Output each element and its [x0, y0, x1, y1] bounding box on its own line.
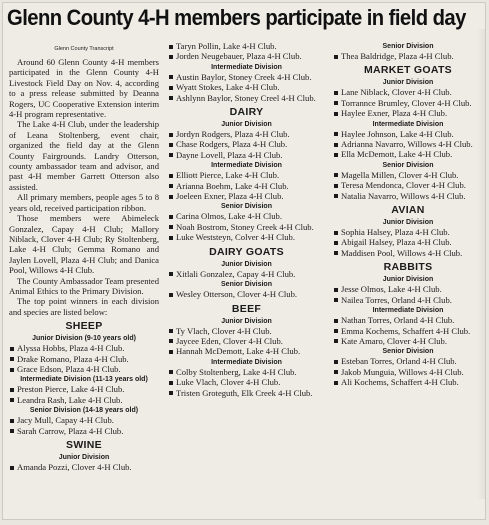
result-entry: Xitlali Gonzalez, Capay 4-H Club. — [168, 269, 325, 279]
division-heading: Junior Division — [382, 219, 434, 227]
result-entry: Luke Weststeyn, Colver 4-H Club. — [168, 232, 325, 242]
newspaper-clipping — [2, 2, 486, 520]
division-heading: Intermediate Division — [211, 63, 282, 71]
division-heading: Senior Division — [221, 203, 272, 211]
result-entry: Teresa Mendonca, Clover 4-H Club. — [333, 180, 483, 190]
result-entry: Ella McDemott, Lake 4-H Club. — [333, 149, 483, 159]
bullet-icon — [334, 55, 338, 59]
result-entry: Ty Vlach, Clover 4-H Club. — [168, 326, 325, 336]
result-entry: Hannah McDemott, Lake 4-H Club. — [168, 346, 325, 356]
result-entry: Jesse Olmos, Lake 4-H Club. — [333, 284, 483, 294]
bullet-icon — [169, 381, 173, 385]
bullet-icon — [334, 329, 338, 333]
division-heading: Junior Division — [221, 317, 272, 325]
bullet-icon — [334, 91, 338, 95]
result-entry: Jacy Mull, Capay 4-H Club. — [9, 415, 159, 425]
division-heading: Junior Division — [382, 79, 434, 87]
bullet-icon — [169, 339, 173, 343]
bullet-icon — [169, 174, 173, 178]
bullet-icon — [169, 236, 173, 240]
bullet-icon — [10, 368, 14, 372]
bullet-icon — [169, 153, 173, 157]
bullet-icon — [334, 339, 338, 343]
result-entry: Drake Romano, Plaza 4-H Club. — [9, 354, 159, 364]
bullet-icon — [334, 288, 338, 292]
section-heading: BEEF — [231, 302, 262, 315]
bullet-icon — [334, 360, 338, 364]
result-entry: Esteban Torres, Orland 4-H Club. — [333, 356, 483, 366]
result-entry: Adrianna Navarro, Willows 4-H Club. — [333, 139, 483, 149]
result-entry: Lane Niblack, Clover 4-H Club. — [333, 87, 483, 97]
result-entry: Jordyn Rodgers, Plaza 4-H Club. — [168, 129, 325, 139]
bullet-icon — [169, 45, 173, 49]
result-entry: Chase Rodgers, Plaza 4-H Club. — [168, 139, 325, 149]
bullet-icon — [334, 153, 338, 157]
headline: Glenn County 4-H members participate in field day — [7, 5, 466, 30]
section-heading: SHEEP — [65, 320, 103, 333]
paragraph: The County Ambassador Team presented Animal Ethics to the Primary Division. — [9, 275, 159, 296]
bullet-icon — [334, 251, 338, 255]
col1-results — [9, 320, 159, 472]
bullet-icon — [169, 350, 173, 354]
bullet-icon — [10, 466, 14, 470]
bullet-icon — [169, 215, 173, 219]
result-entry: Tristen Groteguth, Elk Creek 4-H Club. — [168, 388, 325, 398]
bullet-icon — [334, 241, 338, 245]
paragraph: Around 60 Glenn County 4-H members participated in the Glenn County 4-H Livestock Field Day on Nov. 4, according to a press release submitted by Deanna Rogers, UC Cooperative Extension interim 4-H program representative. — [9, 57, 159, 120]
division-heading: Junior Division (9-10 years old) — [32, 335, 136, 343]
result-entry: Wesley Otterson, Clover 4-H Club. — [168, 289, 325, 299]
result-entry: Wyatt Stokes, Lake 4-H Club. — [168, 82, 325, 92]
result-entry: Jaycee Eden, Clover 4-H Club. — [168, 336, 325, 346]
result-entry: Maddisen Pool, Willows 4-H Club. — [333, 248, 483, 258]
result-entry: Haylee Johnson, Lake 4-H Club. — [333, 129, 483, 139]
result-entry: Ali Kochems, Schaffert 4-H Club. — [333, 377, 483, 387]
division-heading: Junior Division — [382, 276, 434, 284]
division-heading: Intermediate Division — [372, 307, 444, 315]
column-1 — [9, 46, 159, 472]
division-heading: Intermediate Division — [211, 358, 282, 366]
result-entry: Nailea Torres, Orland 4-H Club. — [333, 295, 483, 305]
result-entry: Joeleen Exner, Plaza 4-H Club. — [168, 191, 325, 201]
result-entry: Leandra Rash, Lake 4-H Club. — [9, 395, 159, 405]
col2-lead-entries — [168, 41, 325, 62]
bullet-icon — [169, 86, 173, 90]
result-entry: Emma Kochems, Schaffert 4-H Club. — [333, 326, 483, 336]
result-entry: Colby Stoltenberg, Lake 4-H Club. — [168, 367, 325, 377]
paragraph: All primary members, people ages 5 to 8 years old, received participation ribbon. — [9, 192, 159, 213]
result-entry: Grace Edson, Plaza 4-H Club. — [9, 364, 159, 374]
bullet-icon — [169, 225, 173, 229]
bullet-icon — [169, 75, 173, 79]
result-entry: Amanda Pozzi, Clover 4-H Club. — [9, 462, 159, 472]
col3-results — [333, 64, 483, 387]
bullet-icon — [334, 101, 338, 105]
bullet-icon — [334, 173, 338, 177]
section-heading: DAIRY GOATS — [209, 245, 284, 258]
division-heading: Senior Division — [382, 348, 434, 356]
bullet-icon — [169, 184, 173, 188]
section-heading: SWINE — [66, 439, 102, 451]
result-entry: Luke Vlach, Clover 4-H Club. — [168, 377, 325, 387]
section-heading: DAIRY — [229, 106, 264, 119]
result-entry: Sophia Halsey, Plaza 4-H Club. — [333, 227, 483, 237]
bullet-icon — [169, 55, 173, 59]
division-heading: Senior Division — [221, 281, 272, 289]
division-heading: Junior Division — [221, 260, 272, 268]
bullet-icon — [334, 381, 338, 385]
bullet-icon — [169, 133, 173, 137]
bullet-icon — [169, 329, 173, 333]
bullet-icon — [169, 391, 173, 395]
bullet-icon — [334, 298, 338, 302]
result-entry: Preston Pierce, Lake 4-H Club. — [9, 384, 159, 394]
bullet-icon — [10, 347, 14, 351]
bullet-icon — [334, 132, 338, 136]
bullet-icon — [334, 184, 338, 188]
division-heading: Senior Division (14-18 years old) — [29, 407, 139, 415]
result-entry: Magella Millen, Clover 4-H Club. — [333, 170, 483, 180]
bullet-icon — [169, 293, 173, 297]
col2-results — [168, 106, 325, 398]
byline: Glenn County Transcript — [54, 46, 114, 52]
result-entry: Ashlynn Baylor, Stoney Creel 4-H Club. — [168, 93, 325, 103]
result-entry: Jorden Neugebauer, Plaza 4-H Club. — [168, 51, 325, 61]
division-heading: Senior Division — [382, 161, 434, 169]
division-heading: Intermediate Division — [372, 120, 444, 128]
column-3 — [333, 41, 483, 388]
section-heading: AVIAN — [391, 204, 425, 217]
result-entry: Natalia Navarro, Willows 4-H Club. — [333, 191, 483, 201]
result-entry: Austin Baylor, Stoney Creek 4-H Club. — [168, 72, 325, 82]
bullet-icon — [169, 96, 173, 100]
bullet-icon — [334, 319, 338, 323]
bullet-icon — [169, 195, 173, 199]
bullet-icon — [334, 194, 338, 198]
bullet-icon — [169, 143, 173, 147]
result-entry: Noah Bostrom, Stoney Creek 4-H Club. — [168, 222, 325, 232]
result-entry: Torrannce Brumley, Clover 4-H Club. — [333, 98, 483, 108]
division-heading: Intermediate Division — [211, 162, 282, 170]
division-heading: Junior Division — [221, 121, 272, 129]
paragraph: The Lake 4-H Club, under the leadership of Leana Stoltenberg, event chair, organized the field day at the Glenn County Fairgrounds. Landry Otterson, county ambassador team and advisor, and past 4-H member Garrett Otterson also assisted. — [9, 119, 159, 192]
bleed-through-edge — [477, 29, 486, 499]
bullet-icon — [10, 357, 14, 361]
result-entry: Dayne Lovell, Plaza 4-H Club. — [168, 150, 325, 160]
division-heading: Junior Division — [58, 454, 110, 461]
article-body — [9, 57, 159, 317]
result-entry: Haylee Exner, Plaza 4-H Club. — [333, 108, 483, 118]
result-entry: Kate Amaro, Clover 4-H Club. — [333, 336, 483, 346]
bullet-icon — [10, 429, 14, 433]
bullet-icon — [10, 388, 14, 392]
division-heading: Senior Division — [382, 43, 434, 50]
bullet-icon — [334, 370, 338, 374]
paragraph: The top point winners in each division and species are listed below: — [9, 296, 159, 317]
result-entry: Elliott Pierce, Lake 4-H Club. — [168, 170, 325, 180]
bullet-icon — [334, 231, 338, 235]
bullet-icon — [169, 370, 173, 374]
result-entry: Abigail Halsey, Plaza 4-H Club. — [333, 237, 483, 247]
result-entry: Taryn Pollin, Lake 4-H Club. — [168, 41, 325, 51]
section-heading: RABBITS — [383, 261, 433, 274]
result-entry: Thea Baldridge, Plaza 4-H Club. — [333, 51, 483, 61]
bullet-icon — [169, 272, 173, 276]
result-entry: Carina Olmos, Lake 4-H Club. — [168, 211, 325, 221]
bullet-icon — [334, 112, 338, 116]
division-heading: Intermediate Division (11-13 years old) — [20, 376, 148, 384]
result-entry: Sarah Carrow, Plaza 4-H Club. — [9, 426, 159, 436]
column-2 — [168, 41, 325, 398]
col3-lead-groups — [333, 42, 483, 61]
col2-lead-groups — [168, 63, 325, 103]
bullet-icon — [10, 419, 14, 423]
bullet-icon — [334, 143, 338, 147]
result-entry: Jakob Munguia, Willows 4-H Club. — [333, 367, 483, 377]
result-entry: Alyssa Hobbs, Plaza 4-H Club. — [9, 343, 159, 353]
paragraph: Those members were Abimeleck Gonzalez, Capay 4-H Club; Mallory Niblack, Clover 4-H Club; Ry Stoltenberg, Lake 4-H Club; Gemma Romano and Jaylen Lovell, Plaza 4-H Club; and Danica Pool, Willows 4-H Club. — [9, 213, 159, 276]
section-heading: MARKET GOATS — [364, 64, 452, 77]
result-entry: Nathan Torres, Orland 4-H Club. — [333, 315, 483, 325]
result-entry: Arianna Boehm, Lake 4-H Club. — [168, 181, 325, 191]
bullet-icon — [10, 398, 14, 402]
